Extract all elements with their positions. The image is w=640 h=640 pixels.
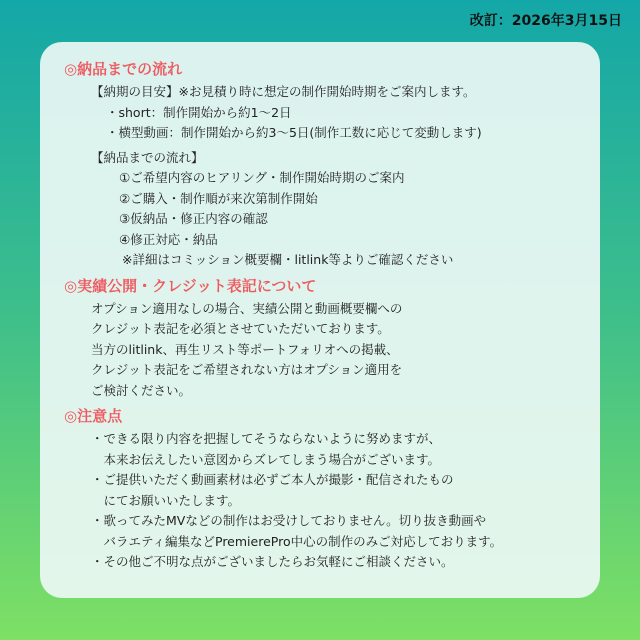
note-line: ・その他ご不明な点がございましたらお気軽にご相談ください。 — [91, 554, 454, 569]
note-line: ・ご提供いただく動画素材は必ずご本人が撮影・配信されたもの — [91, 472, 454, 487]
section-title-credit: ◎実績公開・クレジット表記について — [64, 276, 317, 295]
note-line: バラエティ編集などPremierePro中心の制作のみご対応しております。 — [91, 533, 503, 549]
revision-date: 改訂：2026年3月15日 — [469, 13, 622, 29]
flow-label: 【納品までの流れ】 — [91, 149, 204, 165]
credit-line: 当方のlitlink、再生リスト等ポートフォリオへの掲載、 — [91, 341, 399, 357]
credit-line: オプション適用なしの場合、実績公開と動画概要欄への — [91, 300, 403, 316]
flow-step: ②ご購入・制作順が来次第制作開始 — [119, 190, 318, 206]
note-line: ・歌ってみたMVなどの制作はお受けしておりません。切り抜き動画や — [91, 513, 487, 528]
info-card — [40, 42, 600, 598]
note-line: ・できる限り内容を把握してそうならないように努めますが、 — [91, 431, 442, 446]
credit-line: ご検討ください。 — [91, 382, 192, 398]
deadline-label: 【納期の目安】※お見積り時に想定の制作開始時期をご案内します。 — [91, 84, 476, 99]
section-title-delivery-flow: ◎納品までの流れ — [64, 60, 183, 78]
flow-step: ①ご希望内容のヒアリング・制作開始時期のご案内 — [119, 170, 405, 185]
flow-step: ④修正対応・納品 — [119, 231, 218, 247]
credit-line: クレジット表記をご希望されない方はオプション適用を — [91, 362, 403, 377]
deadline-item: ・short：制作開始から約1～2日 — [106, 104, 292, 120]
flow-step: ③仮納品・修正内容の確認 — [119, 211, 268, 226]
credit-line: クレジット表記を必須とさせていただいております。 — [91, 321, 390, 336]
section-title-notes: ◎注意点 — [64, 407, 123, 425]
note-line: 本来お伝えしたい意図からズレてしまう場合がございます。 — [91, 451, 441, 467]
deadline-item: ・横型動画：制作開始から約3～5日(制作工数に応じて変動します) — [106, 125, 482, 140]
flow-note: ※詳細はコミッション概要欄・litlink等よりご確認ください — [122, 252, 454, 267]
note-line: にてお願いいたします。 — [91, 492, 241, 508]
